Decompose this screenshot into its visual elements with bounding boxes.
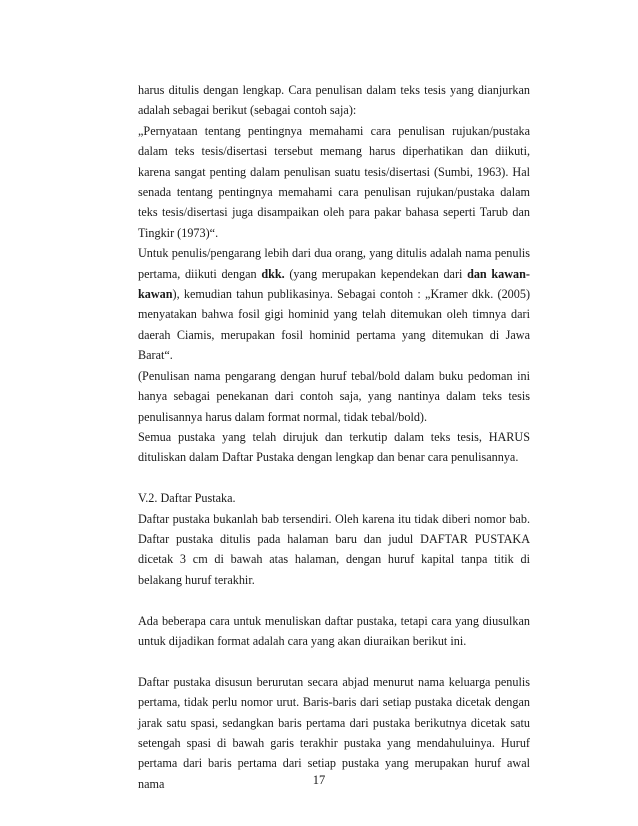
paragraph-all-references: Semua pustaka yang telah dirujuk dan terkutip dalam teks tesis, HARUS dituliskan dalam Daftar Pustaka dengan lengkap dan benar cara penulisannya. — [138, 429, 530, 465]
text-span: ), kemudian tahun publikasinya. Sebagai contoh : „Kramer dkk. (2005) menyatakan bahwa fosil gigi hominid yang telah ditemukan oleh timnya dari daerah Ciamis, merupakan fosil hominid pertama yang ditemukan di Jawa Barat“. — [138, 287, 530, 363]
bold-dkk: dkk. — [261, 266, 285, 281]
paragraph-quote: „Pernyataan tentang pentingnya memahami cara penulisan rujukan/pustaka dalam teks tesis/disertasi tersebut memang harus diperhatikan dan diikuti, karena sangat penting dalam penulisan suatu tesis/disertasi (Sumbi, 1963). Hal senada tentang pentingnya memahami cara penulisan rujukan/pustaka dalam teks tesis/disertasi juga disampaikan oleh para pakar bahasa seperti Tarub dan Tingkir (1973)“. — [138, 123, 530, 240]
paragraph-1: harus ditulis dengan lengkap. Cara penulisan dalam teks tesis yang dianjurkan adalah sebagai berikut (sebagai contoh saja): — [138, 83, 530, 118]
paragraph-methods: Ada beberapa cara untuk menuliskan daftar pustaka, tetapi cara yang diusulkan untuk dijadikan format adalah cara yang akan diuraikan berikut ini. — [138, 613, 530, 648]
blank-line — [138, 651, 530, 671]
paragraph-multiple-authors — [138, 243, 530, 365]
blank-line — [138, 468, 530, 488]
bold-dan-kawan-kawan: dan kawan-kawan — [138, 266, 530, 302]
paragraph-daftar-pustaka: Daftar pustaka bukanlah bab tersendiri. Oleh karena itu tidak diberi nomor bab. Daftar pustaka ditulis pada halaman baru dan judul DAFTAR PUSTAKA dicetak 3 cm di bawah atas halaman, dengan huruf kapital tanpa titik di belakang huruf terakhir. — [138, 511, 530, 587]
text-span: (yang merupakan kependekan dari — [284, 266, 468, 281]
text-span: Untuk penulis/pengarang lebih dari dua orang, yang ditulis adalah nama penulis pertama, diikuti dengan — [138, 246, 530, 281]
body-text — [138, 80, 530, 794]
paragraph-ordering: Daftar pustaka disusun berurutan secara abjad menurut nama keluarga penulis pertama, tidak perlu nomor urut. Baris-baris dari setiap pustaka dicetak dengan jarak satu spasi, sedangkan baris pertama dari pustaka berikutnya dicetak satu setengah spasi di bawah garis terakhir pustaka yang mendahuluinya. Huruf pertama dari baris pertama dari setiap pustaka yang merupakan huruf awal nama — [138, 674, 530, 791]
page-number: 17 — [312, 773, 326, 787]
paragraph-note: (Penulisan nama pengarang dengan huruf tebal/bold dalam buku pedoman ini hanya sebagai penekanan dari contoh saja, yang nantinya dalam teks tesis penulisannya harus dalam format normal, tidak tebal/bold). — [138, 368, 530, 424]
blank-line — [138, 590, 530, 610]
section-heading: V.2. Daftar Pustaka. — [138, 491, 236, 506]
